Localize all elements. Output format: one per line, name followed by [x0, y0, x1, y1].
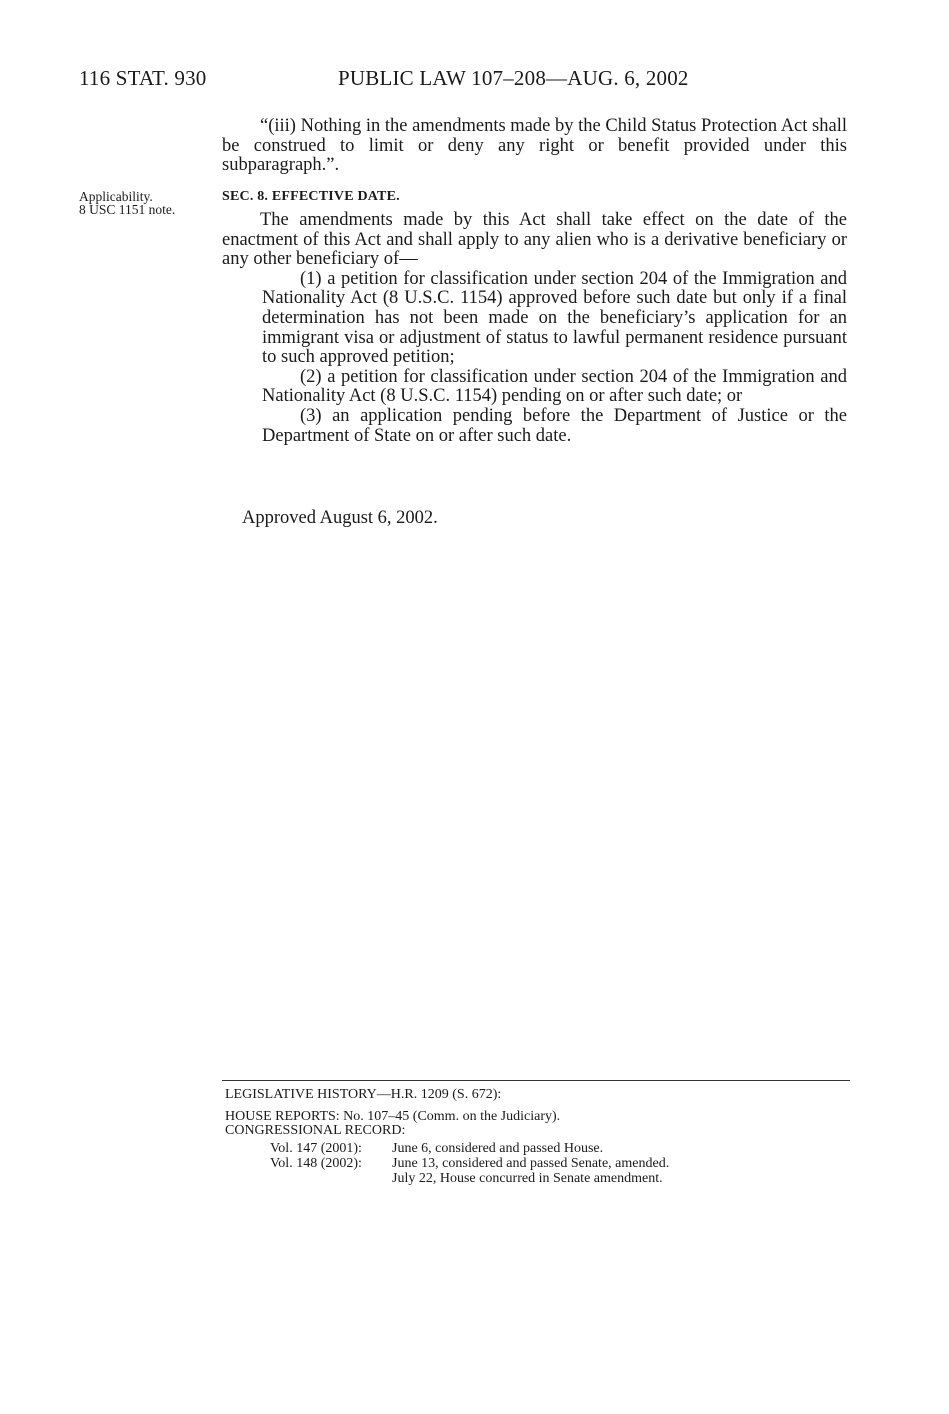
footnote-divider [222, 1080, 850, 1081]
approval-line: Approved August 6, 2002. [242, 508, 438, 528]
margin-note-usc: 8 USC 1151 note. [79, 202, 176, 217]
section-heading: SEC. 8. EFFECTIVE DATE. [222, 189, 400, 204]
record-action: June 6, considered and passed House. [392, 1141, 604, 1156]
record-volume: Vol. 147 (2001): [270, 1141, 362, 1156]
section-item-2 [222, 368, 847, 407]
quoted-subparagraph-text: “(iii) Nothing in the amendments made by the Child Status Protection Act shall be construed to limit or deny any right or benefit provided under this subparagraph.”. [222, 116, 847, 176]
section-item-text: (2) a petition for classification under section 204 of the Immigration and Nationality Act (8 U.S.C. 1154) pending on or after such date; or [262, 366, 847, 407]
record-action: June 13, considered and passed Senate, amended. [392, 1156, 670, 1171]
section-body [222, 211, 847, 446]
record-volume: Vol. 148 (2002): [270, 1156, 362, 1171]
section-intro: The amendments made by this Act shall take effect on the date of the enactment of this Act and shall apply to any alien who is a derivative beneficiary or any other beneficiary of— [222, 210, 847, 270]
record-entry [270, 1142, 603, 1156]
section-item-text: (3) an application pending before the Department of Justice or the Department of State on or after such date. [262, 405, 847, 446]
record-continuation: July 22, House concurred in Senate amendment. [392, 1171, 663, 1186]
house-reports-line: HOUSE REPORTS: No. 107–45 (Comm. on the Judiciary). [225, 1109, 561, 1124]
margin-note-applicability: Applicability. [79, 189, 153, 204]
section-item-1 [222, 270, 847, 368]
record-entry [270, 1157, 669, 1171]
congressional-record-label: CONGRESSIONAL RECORD: [225, 1123, 406, 1138]
quoted-subparagraph [222, 117, 847, 176]
section-item-3 [222, 407, 847, 446]
legislative-history-title: LEGISLATIVE HISTORY—H.R. 1209 (S. 672): [225, 1087, 502, 1102]
running-head-title: PUBLIC LAW 107–208—AUG. 6, 2002 [338, 66, 689, 90]
section-item-text: (1) a petition for classification under section 204 of the Immigration and Nationality Act (8 U.S.C. 1154) approved before such date but only if a final determination has not been made on the beneficiary’s application for an immigrant visa or adjustment of status to lawful permanent residence pursuant to such approved petition; [262, 268, 847, 368]
stat-page-citation: 116 STAT. 930 [79, 66, 207, 90]
